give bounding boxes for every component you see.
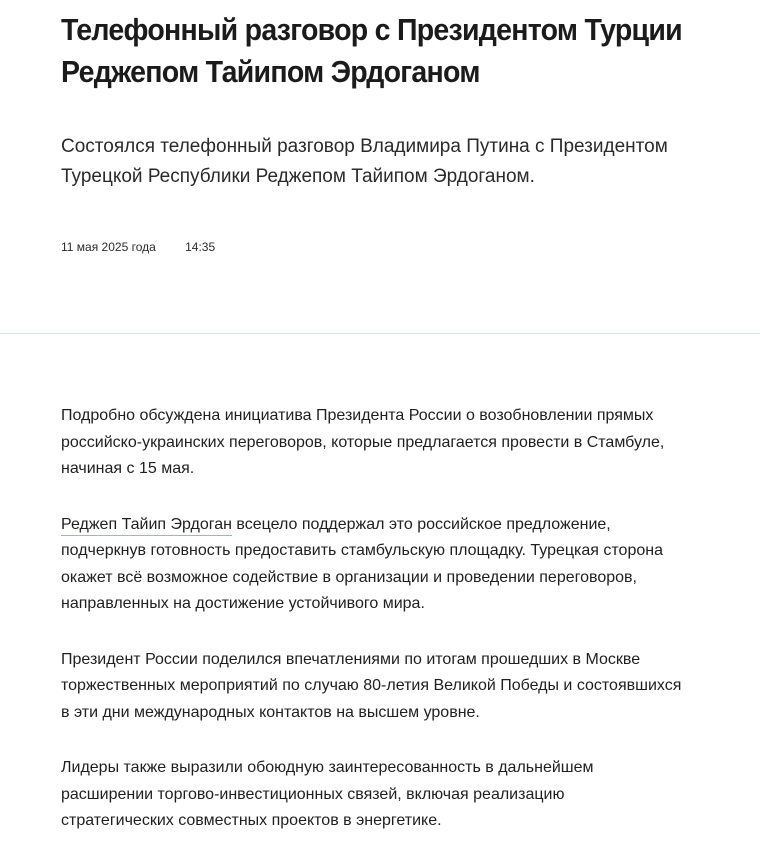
article-lead <box>61 132 741 192</box>
lead-line-2: Турецкой Республики Реджепом Тайипом Эрдоганом. <box>61 166 535 187</box>
paragraph-line: подчеркнув готовность предоставить стамбульскую площадку. Турецкая сторона <box>61 542 663 559</box>
paragraph-3 <box>61 647 741 727</box>
paragraph-line-rest: всецело поддержал это российское предложение, <box>231 515 611 533</box>
paragraph-line: начиная с 15 мая. <box>61 460 195 477</box>
paragraph-4 <box>61 755 741 835</box>
paragraph-line: расширении торгово-инвестиционных связей, включая реализацию <box>61 785 565 803</box>
paragraph-line: российско-украинских переговоров, которые предлагается провести в Стамбуле, <box>61 433 665 451</box>
article-body <box>61 403 741 864</box>
paragraph-line: торжественных мероприятий по случаю 80-летия Великой Победы и состоявшихся <box>61 677 682 694</box>
paragraph-line: стратегических совместных проектов в энергетике. <box>61 812 442 829</box>
lead-line-1: Состоялся телефонный разговор Владимира Путина с Президентом <box>61 136 668 157</box>
paragraph-line: Подробно обсуждена инициатива Президента России о возобновлении прямых <box>61 407 654 424</box>
title-line-1: Телефонный разговор с Президентом Турции <box>61 12 682 47</box>
paragraph-line: Президент России поделился впечатлениями по итогам прошедших в Москве <box>61 650 641 668</box>
person-link-erdogan[interactable]: Реджеп Тайип Эрдоган <box>61 516 232 536</box>
paragraph-line: направленных на достижение устойчивого мира. <box>61 595 425 612</box>
paragraph-2 <box>61 512 741 618</box>
title-line-2: Реджепом Тайипом Эрдоганом <box>61 54 480 89</box>
section-divider <box>0 333 760 334</box>
paragraph-line: Лидеры также выразили обоюдную заинтересованность в дальнейшем <box>61 759 594 776</box>
paragraph-line: в эти дни международных контактов на высшем уровне. <box>61 703 480 721</box>
paragraph-1 <box>61 403 741 483</box>
paragraph-line <box>61 512 741 539</box>
page-title <box>61 9 687 93</box>
article-meta <box>61 239 215 255</box>
publish-date: 11 мая 2025 года <box>61 240 156 254</box>
publish-time: 14:35 <box>185 240 216 254</box>
paragraph-line: окажет всё возможное содействие в организации и проведении переговоров, <box>61 568 637 586</box>
